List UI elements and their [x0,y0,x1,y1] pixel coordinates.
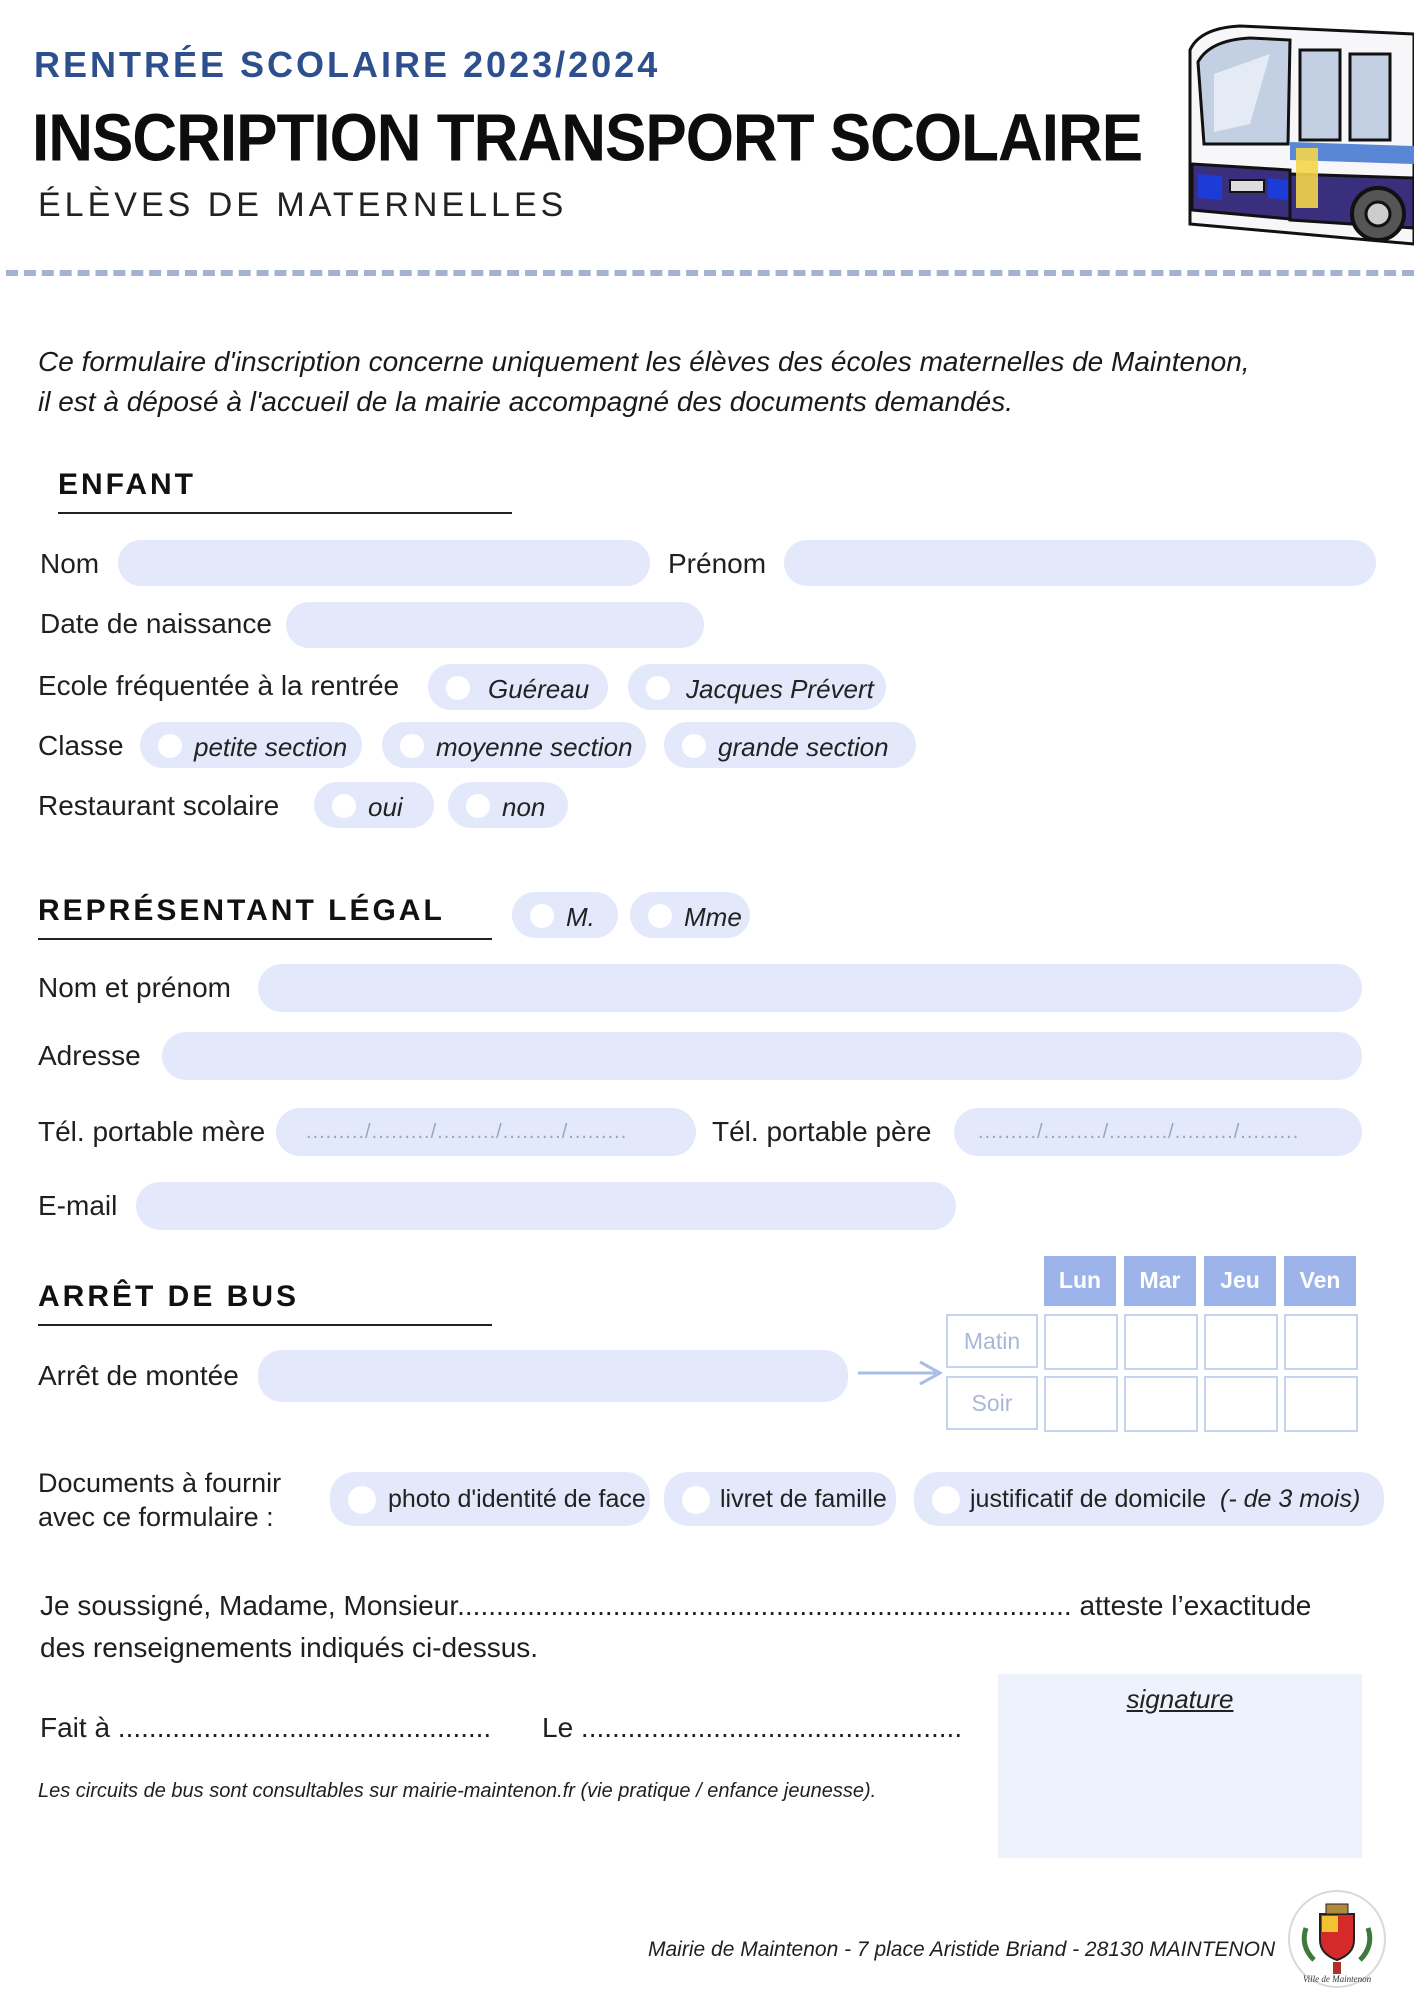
restaurant-option-oui[interactable] [314,782,434,828]
signature-label: signature [1126,1684,1234,1714]
schedule-cell-matin-mar[interactable] [1124,1314,1198,1370]
row-label-matin: Matin [946,1314,1038,1368]
date-le-field[interactable]: Le ................................................. [542,1712,963,1743]
date-naissance-label: Date de naissance [40,608,272,639]
option-note: (- de 3 mois) [1220,1485,1361,1513]
option-label: justificatif de domicile [970,1485,1207,1513]
checkbox[interactable] [348,1486,376,1514]
schedule-cell-matin-lun[interactable] [1044,1314,1118,1370]
attestation-line-2: des renseignements indiqués ci-dessus. [40,1632,539,1663]
radio-button[interactable] [446,676,470,700]
arret-input[interactable] [258,1350,848,1402]
option-label: Mme [684,902,742,932]
arrow-right-icon [856,1358,946,1388]
intro-line-1: Ce formulaire d'inscription concerne uniquement les élèves des écoles maternelles de Maintenon, [38,346,1250,377]
header-separator [6,270,1414,276]
option-label: oui [368,792,403,822]
option-label: Jacques Prévert [686,674,874,704]
option-label: photo d'identité de face [388,1485,646,1513]
day-header-lun: Lun [1044,1256,1116,1306]
fait-a-field[interactable]: Fait à ................................................ [40,1712,492,1743]
civilite-option-mme[interactable] [630,892,750,938]
phone-placeholder: ........./........./........./........./......... [978,1121,1300,1143]
attestation-line-1: Je soussigné, Madame, Monsieur............................................................................... atteste l’exactitude [40,1590,1312,1621]
radio-button[interactable] [158,734,182,758]
email-label: E-mail [38,1190,118,1221]
radio-button[interactable] [682,734,706,758]
prenom-input[interactable] [784,540,1376,586]
option-label: petite section [194,732,348,762]
date-naissance-input[interactable] [286,602,704,648]
adresse-input[interactable] [162,1032,1362,1080]
nom-prenom-input[interactable] [258,964,1362,1012]
nom-prenom-label: Nom et prénom [38,972,231,1003]
adresse-label: Adresse [38,1040,141,1071]
email-input[interactable] [136,1182,956,1230]
day-header-jeu: Jeu [1204,1256,1276,1306]
radio-button[interactable] [400,734,424,758]
classe-label: Classe [38,730,124,761]
restaurant-label: Restaurant scolaire [38,790,280,821]
row-label-soir: Soir [946,1376,1038,1430]
documents-label-line2: avec ce formulaire : [38,1502,274,1532]
section-title-representant: REPRÉSENTANT LÉGAL [38,894,445,927]
schedule-cell-soir-lun[interactable] [1044,1376,1118,1432]
page-subtitle: ÉLÈVES DE MATERNELLES [38,186,568,224]
section-title-bus: ARRÊT DE BUS [38,1280,300,1313]
classe-option-grande[interactable] [664,722,916,768]
city-crest-logo [1286,1888,1388,1990]
checkbox[interactable] [932,1486,960,1514]
schedule-cell-matin-ven[interactable] [1284,1314,1358,1370]
phone-placeholder: ........./........./........./........./......... [306,1121,628,1143]
day-header-ven: Ven [1284,1256,1356,1306]
radio-button[interactable] [648,904,672,928]
checkbox[interactable] [682,1486,710,1514]
day-header-mar: Mar [1124,1256,1196,1306]
ecole-label: Ecole fréquentée à la rentrée [38,670,400,701]
tel-mere-label: Tél. portable mère [38,1116,266,1147]
header-kicker: RENTRÉE SCOLAIRE 2023/2024 [34,44,661,85]
page-title: INSCRIPTION TRANSPORT SCOLAIRE [32,101,1143,176]
arret-label: Arrêt de montée [38,1360,239,1391]
tel-mere-input[interactable] [276,1108,696,1156]
classe-option-petite[interactable] [140,722,362,768]
section-underline [38,938,492,940]
radio-button[interactable] [530,904,554,928]
radio-button[interactable] [332,794,356,818]
bus-circuits-note: Les circuits de bus sont consultables sur mairie-maintenon.fr (vie pratique / enfance jeunesse). [38,1780,877,1802]
option-label: livret de famille [720,1485,887,1513]
schedule-cell-soir-jeu[interactable] [1204,1376,1278,1432]
radio-button[interactable] [646,676,670,700]
section-title-enfant: ENFANT [58,468,196,501]
prenom-label: Prénom [668,548,767,579]
signature-box[interactable] [998,1674,1362,1858]
logo-text: Ville de Maintenon [1302,1974,1372,1984]
bus-illustration [1170,14,1414,246]
section-underline [38,1324,492,1326]
document-option-domicile[interactable] [914,1472,1384,1526]
restaurant-option-non[interactable] [448,782,568,828]
schedule-cell-soir-mar[interactable] [1124,1376,1198,1432]
schedule-cell-matin-jeu[interactable] [1204,1314,1278,1370]
ecole-option-guereau[interactable] [428,664,608,710]
civilite-option-m[interactable] [512,892,618,938]
footer-address: Mairie de Maintenon - 7 place Aristide Briand - 28130 MAINTENON [648,1938,1276,1961]
radio-button[interactable] [466,794,490,818]
option-label: moyenne section [436,732,633,762]
nom-input[interactable] [118,540,650,586]
tel-pere-input[interactable] [954,1108,1362,1156]
document-option-photo[interactable] [330,1472,650,1526]
documents-label-line1: Documents à fournir [38,1468,282,1498]
section-underline [58,512,512,514]
tel-pere-label: Tél. portable père [712,1116,932,1147]
option-label: grande section [718,732,889,762]
option-label: Guéreau [488,674,590,704]
document-option-livret[interactable] [664,1472,896,1526]
option-label: M. [566,902,595,932]
schedule-cell-soir-ven[interactable] [1284,1376,1358,1432]
classe-option-moyenne[interactable] [382,722,646,768]
intro-line-2: il est à déposé à l'accueil de la mairie accompagné des documents demandés. [38,386,1014,417]
option-label: non [502,792,546,822]
ecole-option-jacques-prevert[interactable] [628,664,886,710]
nom-label: Nom [40,548,100,579]
